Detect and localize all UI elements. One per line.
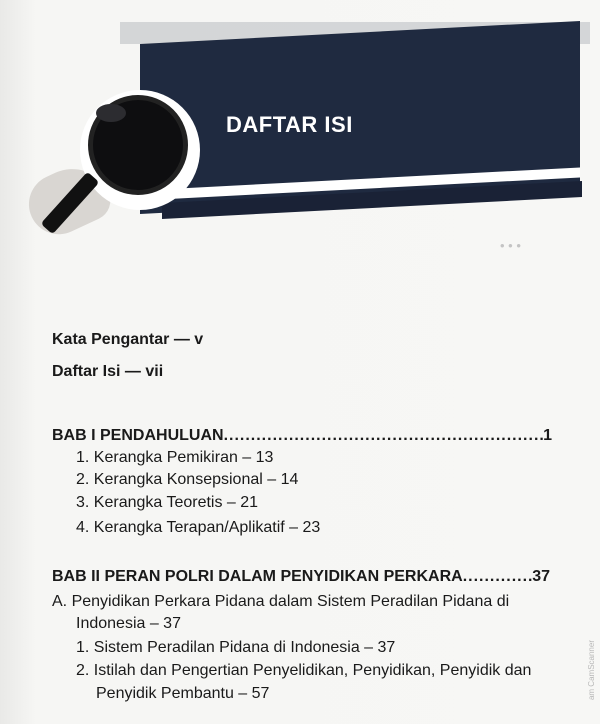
toc-item: 2. Istilah dan Pengertian Penyelidikan, Penyidikan, Penyidik dan — [76, 662, 532, 679]
toc-item: 2. Kerangka Konsepsional – 14 — [76, 471, 299, 488]
magnifier-shine — [96, 104, 126, 122]
toc-front-kata-pengantar: Kata Pengantar — v — [52, 331, 204, 348]
dot-leader — [463, 567, 533, 586]
chapter-title: BAB II PERAN POLRI DALAM PENYIDIKAN PERKARA — [52, 568, 463, 585]
bleed-through: • • • — [500, 238, 521, 253]
scanner-watermark: am CamScanner — [587, 640, 596, 701]
chapter-page: 37 — [532, 568, 550, 585]
dot-leader — [224, 426, 544, 445]
toc-section-a: A. Penyidikan Perkara Pidana dalam Sistem Peradilan Pidana di — [52, 593, 510, 610]
chapter-title: BAB I PENDAHULUAN — [52, 427, 224, 444]
toc-chapter-2 — [52, 567, 550, 586]
toc-item: 3. Kerangka Teoretis – 21 — [76, 494, 259, 511]
toc-section-a-cont: Indonesia – 37 — [76, 615, 181, 632]
toc-item: 1. Kerangka Pemikiran – 13 — [76, 449, 274, 466]
toc-item: 1. Sistem Peradilan Pidana di Indonesia – 37 — [76, 639, 396, 656]
toc-item-cont: Penyidik Pembantu – 57 — [96, 685, 270, 702]
page-title: DAFTAR ISI — [226, 112, 353, 137]
toc-front-daftar-isi: Daftar Isi — vii — [52, 363, 164, 380]
chapter-page: 1 — [543, 427, 552, 444]
toc-item: 4. Kerangka Terapan/Aplikatif – 23 — [76, 519, 321, 536]
toc-chapter-1 — [52, 426, 552, 445]
